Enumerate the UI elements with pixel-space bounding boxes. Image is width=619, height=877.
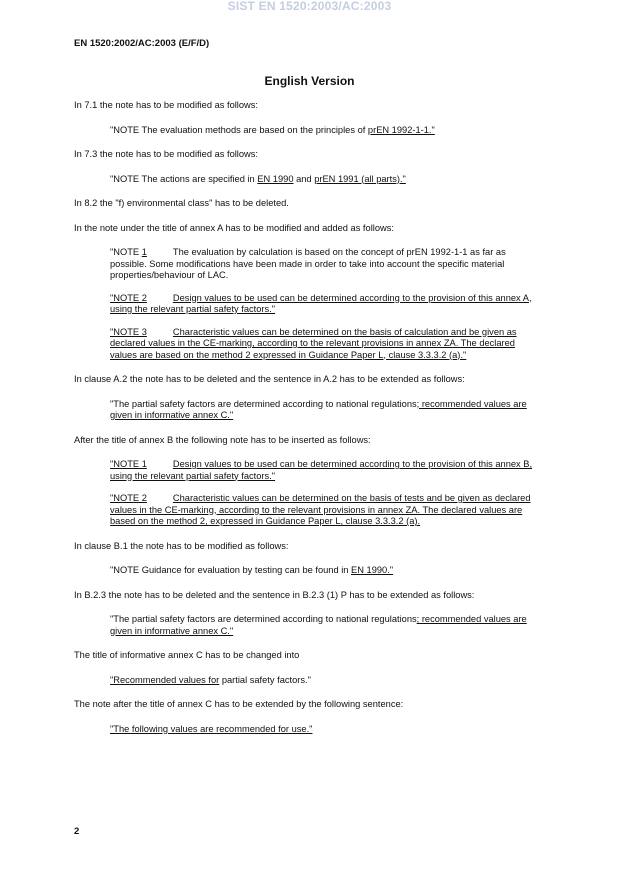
paragraph: The note after the title of annex C has to be extended by the following sentence: [74, 699, 404, 709]
paragraph: In clause B.1 the note has to be modified as follows: [74, 540, 289, 551]
paragraph: After the title of annex B the following note has to be inserted as follows: [74, 434, 371, 445]
note-block: "The partial safety factors are determined according to national regulations; recommended values are given in informative annex C." [110, 614, 527, 636]
paragraph: The title of informative annex C has to be changed into [74, 650, 300, 660]
paragraph: In clause A.2 the note has to be deleted and the sentence in A.2 has to be extended as follows: [74, 374, 465, 384]
page-number: 2 [74, 826, 80, 837]
note-block: "NOTE The evaluation methods are based on the principles of prEN 1992-1-1." [110, 124, 435, 135]
note-block: "The partial safety factors are determined according to national regulations; recommended values are given in informative annex C." [110, 398, 527, 420]
note-block: "NOTE 2 Characteristic values can be determined on the basis of tests and be given as declared values in the CE-marking, according to the relevant provisions in annex ZA. The declared values are based on the method 2, expressed in Guidance Paper L, clause 3.3.3.2 (a). [110, 493, 531, 526]
note-block: "NOTE Guidance for evaluation by testing can be found in EN 1990." [110, 565, 394, 575]
note-block: "NOTE 1 Design values to be used can be determined according to the provision of this annex B, using the relevant partial safety factors." [110, 459, 533, 481]
note-block: "NOTE 2 Design values to be used can be determined according to the provision of this annex A, using the relevant partial safety factors." [110, 292, 532, 314]
note-block: "NOTE The actions are specified in EN 1990 and prEN 1991 (all parts)." [110, 173, 406, 184]
paragraph: In 8.2 the "f) environmental class" has to be deleted. [74, 198, 289, 208]
page-title: English Version [264, 74, 355, 88]
paragraph: In 7.3 the note has to be modified as follows: [74, 149, 258, 159]
paragraph: In B.2.3 the note has to be deleted and the sentence in B.2.3 (1) P has to be extended as follows: [74, 589, 475, 600]
paragraph: In the note under the title of annex A has to be modified and added as follows: [74, 222, 394, 233]
document-body [74, 100, 544, 748]
paragraph: In 7.1 the note has to be modified as follows: [74, 100, 258, 110]
note-block: "NOTE 1 The evaluation by calculation is based on the concept of prEN 1992-1-1 as far as possible. Some modifications have been made in order to take into account the specific material properties/behaviour of LAC. [110, 247, 506, 280]
note-block: "Recommended values for partial safety factors." [110, 674, 311, 685]
note-block: "The following values are recommended for use." [110, 723, 313, 734]
note-block: "NOTE 3 Characteristic values can be determined on the basis of calculation and be given as declared values in the CE-marking, according to the relevant provisions in annex ZA. The declared values are based on the method 2 expressed in Guidance Paper L, clause 3.3.3.2 (a)." [110, 326, 517, 360]
watermark-text: SIST EN 1520:2003/AC:2003 [227, 0, 392, 13]
document-reference: EN 1520:2002/AC:2003 (E/F/D) [74, 38, 210, 49]
